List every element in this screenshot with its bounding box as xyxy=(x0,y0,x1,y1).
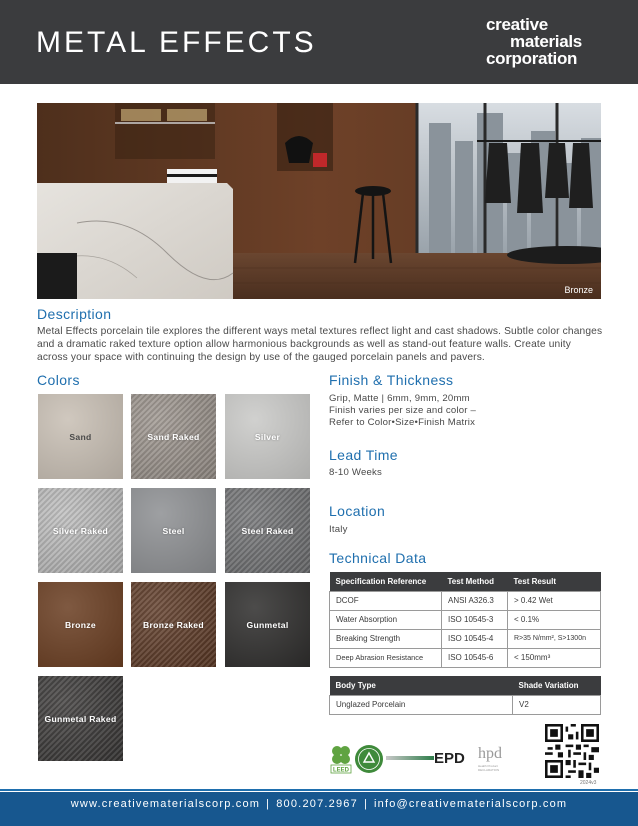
column-header: Test Result xyxy=(508,572,601,591)
hpd-subtitle: Health Product DECLARATION xyxy=(478,764,500,772)
swatch-label: Silver xyxy=(254,431,281,442)
table-cell: ISO 10545-6 xyxy=(442,648,508,667)
column-header: Test Method xyxy=(442,572,508,591)
technical-data-table xyxy=(329,572,601,668)
table-cell: ISO 10545-3 xyxy=(442,610,508,629)
logo-line-3: corporation xyxy=(486,49,578,68)
lead-time-heading: Lead Time xyxy=(329,447,398,463)
footer-email-link[interactable]: info@creativematerialscorp.com xyxy=(374,798,568,810)
table-cell: DCOF xyxy=(330,591,442,610)
table-cell: R>35 N/mm², S>1300n xyxy=(508,629,601,648)
location-value: Italy xyxy=(329,524,348,535)
table-row xyxy=(330,591,601,610)
swatch-label: Bronze Raked xyxy=(143,619,204,630)
colors-heading: Colors xyxy=(37,372,80,388)
color-swatch-bronze xyxy=(38,582,123,667)
swatch-label: Steel Raked xyxy=(241,525,294,536)
description-text: Metal Effects porcelain tile explores the different ways metal textures reflect light and cast shadows. Subtle color changes and a dramatic raked texture option allow harmonious backgrounds as well as stand-out feature walls. Create unity across your space with continuing the design by use of the gauged porcelain panels and pavers. xyxy=(37,326,603,363)
color-swatch-sand xyxy=(38,394,123,479)
color-swatch-gunmetal-raked xyxy=(38,676,123,761)
column-header: Shade Variation xyxy=(513,676,601,695)
showroom-illustration xyxy=(37,103,601,299)
hero-photo xyxy=(37,103,601,299)
table-cell: Unglazed Porcelain xyxy=(330,695,513,714)
table-cell: ANSI A326.3 xyxy=(442,591,508,610)
qr-code[interactable] xyxy=(545,724,599,778)
footer-separator: | xyxy=(266,798,271,810)
footer-phone-link[interactable]: 800.207.2967 xyxy=(276,798,358,810)
swatch-label: Bronze xyxy=(65,619,96,630)
lead-time-value: 8-10 Weeks xyxy=(329,467,383,478)
swatch-label: Gunmetal xyxy=(246,619,289,630)
color-swatch-gunmetal xyxy=(225,582,310,667)
color-swatch-bronze-raked xyxy=(131,582,216,667)
table-row xyxy=(330,648,601,667)
logo-line-1: creative xyxy=(486,15,548,34)
swatch-label: Steel xyxy=(162,525,185,536)
color-swatch-steel xyxy=(131,488,216,573)
table-cell: V2 xyxy=(513,695,601,714)
finish-heading: Finish & Thickness xyxy=(329,372,454,388)
table-cell: < 0.1% xyxy=(508,610,601,629)
leed-logo-icon xyxy=(330,744,352,774)
leed-text: LEED xyxy=(332,767,350,774)
footer-website-link[interactable]: www.creativematerialscorp.com xyxy=(70,798,261,810)
table-cell: < 150mm³ xyxy=(508,648,601,667)
table-row xyxy=(330,695,601,714)
finish-line-2: Finish varies per size and color – xyxy=(329,405,477,416)
footer-separator: | xyxy=(363,798,368,810)
table-cell: Deep Abrasion Resistance xyxy=(330,648,442,667)
table-header-row xyxy=(330,676,601,695)
swatch-label: Gunmetal Raked xyxy=(44,713,117,724)
color-swatch-sand-raked xyxy=(131,394,216,479)
table-row xyxy=(330,610,601,629)
table-cell: Breaking Strength xyxy=(330,629,442,648)
color-swatch-silver-raked xyxy=(38,488,123,573)
finish-line-1: Grip, Matte | 6mm, 9mm, 20mm xyxy=(329,393,470,404)
table-row xyxy=(330,629,601,648)
logo-line-2: materials xyxy=(510,32,582,51)
epd-logo: EPD xyxy=(434,750,465,767)
swatch-label: Silver Raked xyxy=(52,525,109,536)
table-cell: Water Absorption xyxy=(330,610,442,629)
column-header: Body Type xyxy=(330,676,513,695)
page-title: METAL EFFECTS xyxy=(36,26,317,59)
description-heading: Description xyxy=(37,306,112,322)
hpd-logo: hpd xyxy=(478,745,502,762)
footer-bar xyxy=(0,792,638,826)
color-swatch-steel-raked xyxy=(225,488,310,573)
epd-bar xyxy=(386,756,434,760)
table-cell: > 0.42 Wet xyxy=(508,591,601,610)
swatch-label: Sand xyxy=(69,431,92,442)
recycle-seal-icon xyxy=(354,744,384,774)
finish-line-3: Refer to Color•Size•Finish Matrix xyxy=(329,417,476,428)
column-header: Specification Reference xyxy=(330,572,442,591)
table-header-row xyxy=(330,572,601,591)
table-cell: ISO 10545-4 xyxy=(442,629,508,648)
swatch-label: Sand Raked xyxy=(147,431,200,442)
version-label: 2024v3 xyxy=(580,780,597,786)
finish-details xyxy=(329,393,476,429)
technical-heading: Technical Data xyxy=(329,550,427,566)
hero-caption: Bronze xyxy=(564,285,593,295)
footer-rule xyxy=(0,789,638,791)
location-heading: Location xyxy=(329,503,386,519)
body-type-table xyxy=(329,676,601,715)
color-swatch-silver xyxy=(225,394,310,479)
header-bar xyxy=(0,0,638,84)
company-logo xyxy=(480,16,600,67)
